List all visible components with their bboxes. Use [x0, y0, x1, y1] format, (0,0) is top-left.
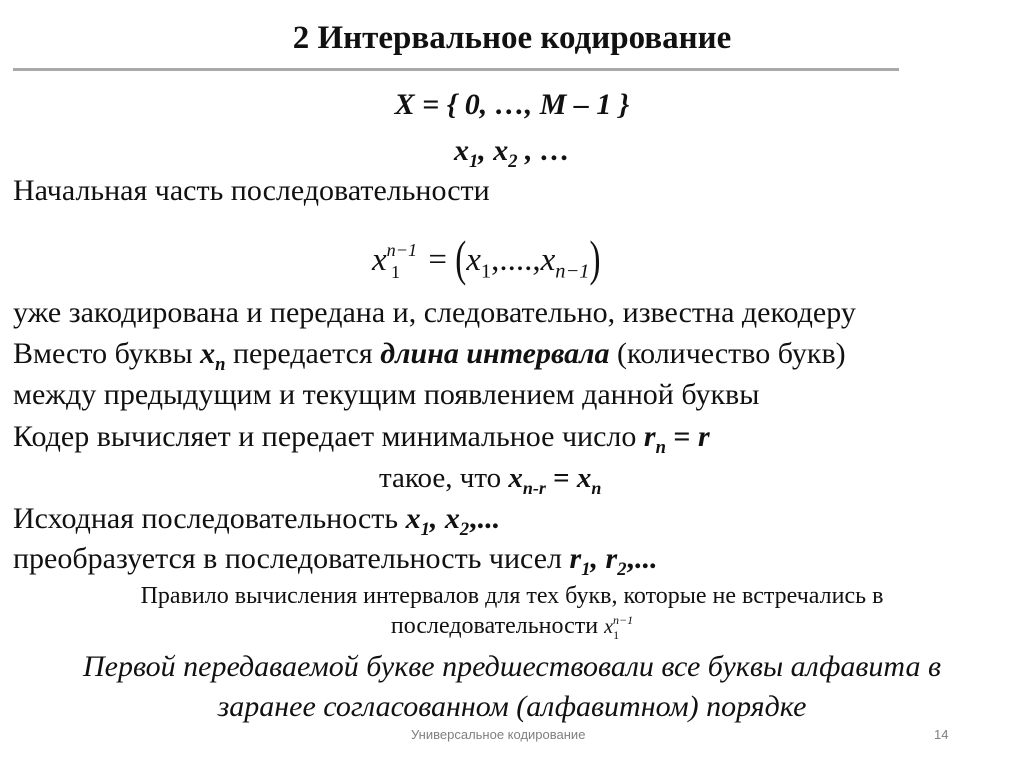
page-number: 14: [934, 727, 949, 742]
text-coder-computes: Кодер вычисляет и передает минимальное число $r_n = r$: [13, 420, 710, 458]
text-initial-part: Начальная часть последовательности: [13, 174, 490, 207]
text-already-encoded: уже закодирована и передана и, следовательно, известна декодеру: [13, 296, 856, 329]
alphabet-set: X = { 0, …, M – 1 }: [394, 88, 630, 121]
text-instead-of-letter: Вместо буквы $x_n$ передается длина интервала (количество букв): [13, 337, 846, 375]
text-rule-line2: последовательности $x^{n-1}_1$: [390, 613, 634, 642]
text-transformed: преобразуется в последовательность чисел $r_1$, $r_2$,...: [13, 542, 657, 580]
text-rule-line1: Правило вычисления интервалов для тех букв, которые не встречались в: [140, 583, 884, 609]
footer-label: Универсальное кодирование: [411, 727, 586, 742]
sequence-notation: $x_1$, $x_2$ , …: [453, 134, 571, 172]
slide-title: 2 Интервальное кодирование: [292, 20, 732, 56]
text-first-letter-line2: заранее согласованном (алфавитном) порядке: [217, 690, 807, 723]
text-first-letter-line1: Первой передаваемой букве предшествовали все буквы алфавита в: [83, 650, 941, 683]
text-source-seq: Исходная последовательность $x_1$, $x_2$,...: [13, 502, 500, 540]
title-divider: [13, 68, 899, 71]
text-such-that: такое, что $x_{n-r} = x_n$: [379, 462, 602, 498]
prefix-formula: $x^{n-1}_1 = (x_1,....,x_{n-1})$: [372, 232, 601, 287]
text-between: между предыдущим и текущим появлением данной буквы: [13, 378, 760, 411]
